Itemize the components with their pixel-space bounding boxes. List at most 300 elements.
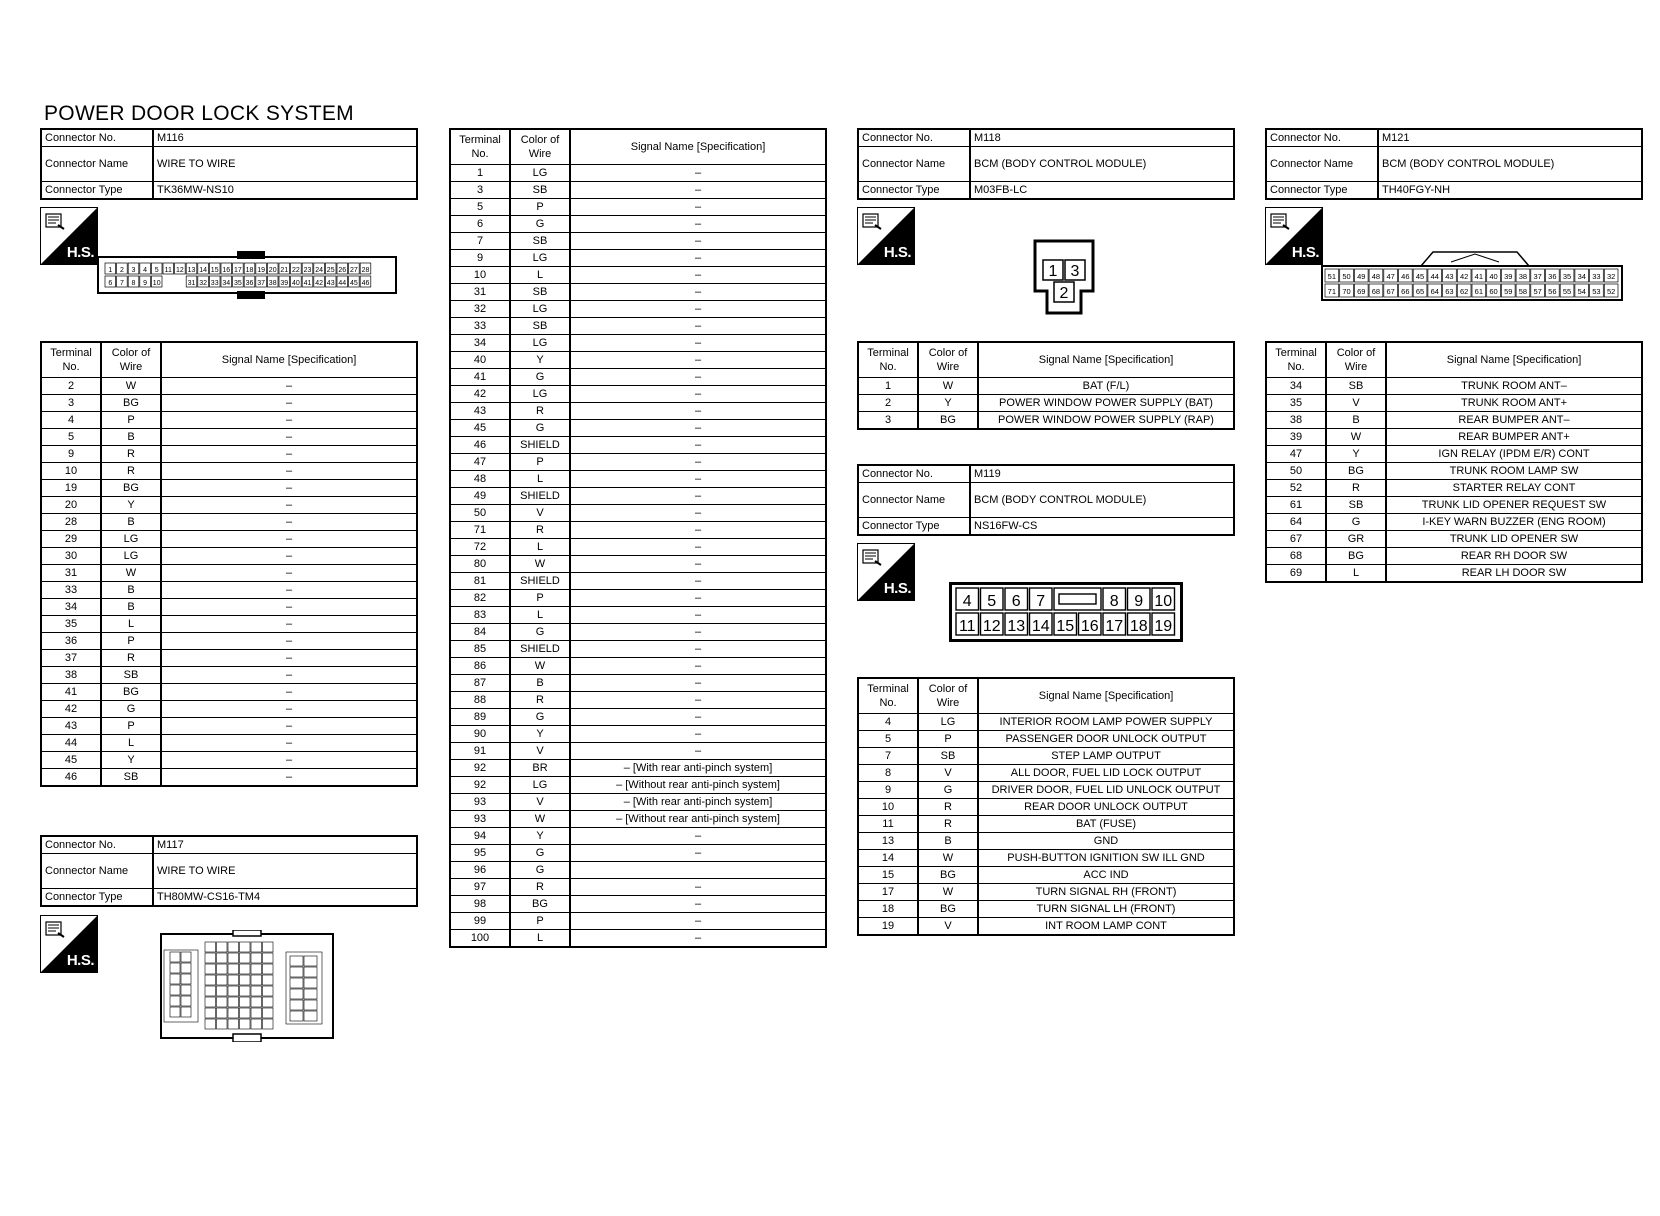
wire-color-cell: B: [1326, 412, 1386, 429]
terminal-no-cell: 9: [41, 446, 101, 463]
table-row: [858, 378, 1234, 395]
terminal-no-cell: 43: [41, 718, 101, 735]
signal-name-cell: –: [570, 165, 826, 182]
signal-name-cell: –: [570, 505, 826, 522]
wire-color-cell: W: [101, 378, 161, 395]
svg-text:46: 46: [1401, 272, 1410, 281]
m116-connector-diagram: [97, 249, 397, 301]
pin-cell: [209, 263, 220, 274]
pin-cell: [1054, 613, 1077, 635]
svg-text:33: 33: [1592, 272, 1601, 281]
signal-name-cell: –: [570, 301, 826, 318]
signal-name-header: Signal Name [Specification]: [1386, 342, 1642, 378]
wire-color-cell: GR: [1326, 531, 1386, 548]
signal-name-cell: –: [570, 930, 826, 948]
m121-connector-name: BCM (BODY CONTROL MODULE): [1378, 147, 1642, 182]
pin-cell: [1079, 613, 1102, 635]
pin-cell: [1501, 284, 1515, 297]
terminal-no-cell: 93: [450, 811, 510, 828]
pin-cell: [256, 263, 267, 274]
terminal-no-cell: 33: [450, 318, 510, 335]
signal-name-cell: –: [570, 216, 826, 233]
svg-text:18: 18: [245, 267, 254, 274]
table-row: [450, 386, 826, 403]
connector-type-label: Connector Type: [1266, 182, 1378, 200]
wire-color-cell: LG: [918, 714, 978, 731]
table-row: [450, 454, 826, 471]
wire-color-cell: G: [510, 369, 570, 386]
svg-text:13: 13: [187, 267, 196, 274]
signal-name-cell: TRUNK ROOM ANT–: [1386, 378, 1642, 395]
table-row: [1266, 548, 1642, 565]
signal-name-cell: –: [161, 395, 417, 412]
svg-text:19: 19: [257, 267, 265, 274]
table-row: [450, 165, 826, 182]
pin-cell: [1325, 269, 1339, 282]
pin-cell: [1354, 269, 1368, 282]
terminal-no-cell: 34: [41, 599, 101, 616]
svg-text:43: 43: [1445, 272, 1454, 281]
svg-text:16: 16: [222, 267, 231, 274]
terminal-no-cell: 61: [1266, 497, 1326, 514]
svg-text:36: 36: [245, 280, 254, 287]
wire-color-cell: G: [510, 845, 570, 862]
connector-no-label: Connector No.: [41, 129, 153, 147]
pin-cell: [244, 276, 255, 287]
wire-color-cell: SB: [510, 284, 570, 301]
table-row: [858, 918, 1234, 936]
pin-cell: [1487, 284, 1501, 297]
pin-cell: [360, 276, 371, 287]
pin-cell: [128, 263, 139, 274]
table-row: [450, 420, 826, 437]
table-row: [41, 395, 417, 412]
table-row: [858, 833, 1234, 850]
svg-text:61: 61: [1474, 287, 1484, 296]
wire-color-cell: G: [510, 216, 570, 233]
svg-text:71: 71: [1327, 287, 1337, 296]
table-row: [450, 250, 826, 267]
pin-cell: [1399, 284, 1413, 297]
table-row: [858, 901, 1234, 918]
table-row: [858, 850, 1234, 867]
pin-cell: [209, 276, 220, 287]
connector-type-label: Connector Type: [41, 889, 153, 907]
signal-name-cell: –: [570, 352, 826, 369]
signal-name-cell: ACC IND: [978, 867, 1234, 884]
signal-name-cell: GND: [978, 833, 1234, 850]
signal-name-cell: –: [161, 769, 417, 787]
signal-name-cell: TRUNK ROOM LAMP SW: [1386, 463, 1642, 480]
terminal-no-cell: 19: [41, 480, 101, 497]
table-row: [858, 816, 1234, 833]
pin-cell: [1384, 269, 1398, 282]
signal-name-cell: PASSENGER DOOR UNLOCK OUTPUT: [978, 731, 1234, 748]
svg-text:25: 25: [326, 267, 335, 274]
table-row: [858, 867, 1234, 884]
connector-no-label: Connector No.: [41, 836, 153, 854]
terminal-no-cell: 36: [41, 633, 101, 650]
signal-name-cell: TRUNK LID OPENER REQUEST SW: [1386, 497, 1642, 514]
wire-color-cell: L: [510, 930, 570, 948]
wire-color-cell: LG: [101, 531, 161, 548]
svg-text:37: 37: [1533, 272, 1542, 281]
table-row: [41, 497, 417, 514]
wire-color-cell: SB: [101, 667, 161, 684]
table-row: [450, 573, 826, 590]
signal-name-cell: –: [161, 480, 417, 497]
table-row: [41, 463, 417, 480]
pin-cell: [956, 613, 979, 635]
pin-cell: [267, 263, 278, 274]
pin-cell: [256, 276, 267, 287]
svg-text:28: 28: [361, 267, 370, 274]
signal-name-cell: –: [570, 709, 826, 726]
table-row: [41, 429, 417, 446]
pin-cell: [244, 263, 255, 274]
table-row: [41, 701, 417, 718]
table-row: [1266, 429, 1642, 446]
pin-cell: [1457, 284, 1471, 297]
table-row: [41, 616, 417, 633]
table-row: [450, 641, 826, 658]
svg-text:3: 3: [131, 267, 136, 274]
table-row: [450, 811, 826, 828]
table-row: [450, 862, 826, 879]
terminal-no-cell: 38: [1266, 412, 1326, 429]
pin-cell: [105, 263, 116, 274]
table-row: [450, 709, 826, 726]
m119-connector-diagram: [949, 582, 1183, 642]
terminal-no-cell: 95: [450, 845, 510, 862]
wire-color-cell: BG: [510, 896, 570, 913]
pin-cell: [279, 263, 290, 274]
signal-name-cell: DRIVER DOOR, FUEL LID UNLOCK OUTPUT: [978, 782, 1234, 799]
m116-connector-type: TK36MW-NS10: [153, 182, 417, 200]
signal-name-cell: –: [161, 497, 417, 514]
terminal-no-cell: 98: [450, 896, 510, 913]
table-row: [41, 480, 417, 497]
svg-text:51: 51: [1327, 272, 1337, 281]
wire-color-cell: W: [510, 811, 570, 828]
m121-connector-diagram: [1321, 250, 1626, 302]
terminal-no-cell: 46: [41, 769, 101, 787]
wire-color-cell: Y: [918, 395, 978, 412]
terminal-no-cell: 46: [450, 437, 510, 454]
svg-text:63: 63: [1445, 287, 1454, 296]
table-row: [41, 735, 417, 752]
svg-text:62: 62: [1459, 287, 1469, 296]
pin-cell: [337, 263, 348, 274]
pin-cell: [279, 276, 290, 287]
terminal-no-cell: 92: [450, 777, 510, 794]
svg-text:7: 7: [1036, 593, 1046, 610]
table-row: [41, 548, 417, 565]
terminal-no-cell: 31: [41, 565, 101, 582]
m121-terminal-table: [1265, 341, 1643, 583]
table-row: [858, 765, 1234, 782]
terminal-no-cell: 8: [858, 765, 918, 782]
signal-name-cell: I-KEY WARN BUZZER (ENG ROOM): [1386, 514, 1642, 531]
svg-text:52: 52: [1606, 287, 1616, 296]
wire-color-cell: G: [918, 782, 978, 799]
m118-connector-no: M118: [970, 129, 1234, 147]
wire-color-cell: R: [918, 799, 978, 816]
wire-color-cell: R: [510, 692, 570, 709]
wire-color-cell: BG: [918, 412, 978, 430]
wire-color-cell: BG: [1326, 463, 1386, 480]
pin-cell: [1516, 284, 1530, 297]
signal-name-cell: –: [570, 658, 826, 675]
m119-terminal-table: [857, 677, 1235, 936]
m117-connector-type: TH80MW-CS16-TM4: [153, 889, 417, 907]
pin-cell: [1428, 284, 1442, 297]
svg-text:45: 45: [1415, 272, 1425, 281]
table-row: [450, 624, 826, 641]
svg-text:11: 11: [164, 267, 172, 274]
pin-cell: [1384, 284, 1398, 297]
signal-name-cell: – [With rear anti-pinch system]: [570, 794, 826, 811]
table-row: [450, 335, 826, 352]
connector-no-label: Connector No.: [858, 129, 970, 147]
terminal-no-cell: 84: [450, 624, 510, 641]
pin-cell: [140, 276, 151, 287]
svg-text:35: 35: [234, 280, 242, 287]
wire-color-cell: L: [510, 539, 570, 556]
svg-text:47: 47: [1386, 272, 1395, 281]
pin-cell: [151, 276, 162, 287]
svg-text:38: 38: [268, 280, 277, 287]
signal-name-cell: –: [570, 454, 826, 471]
svg-text:41: 41: [303, 280, 312, 287]
table-row: [450, 522, 826, 539]
terminal-no-header: Terminal No.: [450, 129, 510, 165]
harness-side-icon: H.S.: [40, 915, 98, 973]
pin-cell: [151, 263, 162, 274]
connector-type-label: Connector Type: [858, 518, 970, 536]
terminal-no-header: Terminal No.: [858, 678, 918, 714]
table-row: [41, 752, 417, 769]
wire-color-cell: B: [918, 833, 978, 850]
pin-cell: [1590, 284, 1604, 297]
svg-text:66: 66: [1401, 287, 1410, 296]
terminal-no-cell: 5: [450, 199, 510, 216]
table-row: [1266, 514, 1642, 531]
table-row: [450, 692, 826, 709]
m116-connector-no: M116: [153, 129, 417, 147]
pin-cell: [1340, 284, 1354, 297]
signal-name-cell: REAR BUMPER ANT–: [1386, 412, 1642, 429]
pin-cell: [302, 263, 313, 274]
signal-name-cell: PUSH-BUTTON IGNITION SW ILL GND: [978, 850, 1234, 867]
wire-color-cell: G: [510, 624, 570, 641]
wire-color-cell: V: [510, 743, 570, 760]
wire-color-cell: BG: [918, 901, 978, 918]
signal-name-cell: –: [570, 522, 826, 539]
pin-label: 1: [1048, 263, 1058, 280]
wire-color-cell: L: [101, 616, 161, 633]
table-row: [41, 633, 417, 650]
terminal-no-cell: 3: [858, 412, 918, 430]
wire-color-cell: Y: [510, 828, 570, 845]
color-of-wire-header: Color of Wire: [918, 342, 978, 378]
wire-color-cell: W: [510, 556, 570, 573]
terminal-no-cell: 35: [1266, 395, 1326, 412]
connector-type-label: Connector Type: [858, 182, 970, 200]
table-row: [858, 731, 1234, 748]
terminal-no-cell: 83: [450, 607, 510, 624]
terminal-no-cell: 7: [858, 748, 918, 765]
terminal-no-cell: 85: [450, 641, 510, 658]
svg-text:27: 27: [350, 267, 358, 274]
terminal-no-cell: 9: [450, 250, 510, 267]
pin-cell: [1546, 269, 1560, 282]
svg-text:34: 34: [1577, 272, 1586, 281]
wire-color-cell: LG: [510, 777, 570, 794]
svg-text:39: 39: [1504, 272, 1513, 281]
m118-terminal-table: [857, 341, 1235, 430]
svg-text:64: 64: [1430, 287, 1439, 296]
table-row: [41, 599, 417, 616]
terminal-no-cell: 39: [1266, 429, 1326, 446]
terminal-no-cell: 43: [450, 403, 510, 420]
wire-color-cell: LG: [510, 250, 570, 267]
wire-color-cell: L: [1326, 565, 1386, 583]
svg-text:58: 58: [1518, 287, 1528, 296]
svg-text:46: 46: [361, 280, 370, 287]
wire-color-cell: Y: [101, 752, 161, 769]
m117-connector-no: M117: [153, 836, 417, 854]
signal-name-cell: –: [570, 318, 826, 335]
table-row: [450, 233, 826, 250]
pin-cell: [1428, 269, 1442, 282]
terminal-no-cell: 2: [858, 395, 918, 412]
wire-color-cell: G: [510, 420, 570, 437]
terminal-no-cell: 5: [41, 429, 101, 446]
table-row: [41, 531, 417, 548]
signal-name-cell: –: [161, 735, 417, 752]
table-row: [450, 675, 826, 692]
table-row: [1266, 497, 1642, 514]
terminal-no-cell: 6: [450, 216, 510, 233]
terminal-no-cell: 81: [450, 573, 510, 590]
signal-name-cell: –: [161, 650, 417, 667]
wire-color-cell: P: [510, 590, 570, 607]
pin-cell: [314, 263, 325, 274]
svg-text:57: 57: [1533, 287, 1542, 296]
terminal-no-cell: 64: [1266, 514, 1326, 531]
terminal-no-cell: 34: [450, 335, 510, 352]
table-row: [450, 879, 826, 896]
signal-name-cell: REAR RH DOOR SW: [1386, 548, 1642, 565]
table-row: [450, 726, 826, 743]
signal-name-cell: POWER WINDOW POWER SUPPLY (BAT): [978, 395, 1234, 412]
signal-name-cell: –: [570, 182, 826, 199]
wire-color-cell: B: [101, 599, 161, 616]
wire-color-cell: L: [510, 607, 570, 624]
terminal-no-cell: 94: [450, 828, 510, 845]
pin-cell: [1531, 269, 1545, 282]
signal-name-cell: –: [570, 250, 826, 267]
signal-name-cell: – [Without rear anti-pinch system]: [570, 811, 826, 828]
page-title: POWER DOOR LOCK SYSTEM: [44, 102, 354, 125]
table-row: [41, 412, 417, 429]
signal-name-cell: –: [161, 718, 417, 735]
wire-color-cell: BG: [101, 480, 161, 497]
harness-side-icon: H.S.: [40, 207, 98, 265]
signal-name-header: Signal Name [Specification]: [978, 678, 1234, 714]
terminal-no-cell: 50: [450, 505, 510, 522]
svg-text:12: 12: [176, 267, 184, 274]
pin-cell: [1005, 613, 1028, 635]
signal-name-header: Signal Name [Specification]: [570, 129, 826, 165]
harness-side-icon: H.S.: [857, 207, 915, 265]
terminal-no-cell: 97: [450, 879, 510, 896]
wire-color-cell: P: [510, 199, 570, 216]
svg-text:44: 44: [338, 280, 347, 287]
wire-color-cell: L: [101, 735, 161, 752]
m121-connector-svg: [1321, 250, 1626, 302]
wire-color-cell: R: [101, 650, 161, 667]
wire-color-cell: LG: [510, 335, 570, 352]
signal-name-cell: –: [570, 624, 826, 641]
terminal-no-cell: 38: [41, 667, 101, 684]
terminal-no-cell: 9: [858, 782, 918, 799]
wire-color-cell: V: [918, 918, 978, 936]
table-row: [450, 369, 826, 386]
wire-color-cell: P: [101, 633, 161, 650]
svg-text:41: 41: [1474, 272, 1484, 281]
table-row: [41, 769, 417, 787]
pin-cell: [1575, 284, 1589, 297]
svg-text:4: 4: [143, 267, 148, 274]
signal-name-cell: –: [161, 633, 417, 650]
svg-text:2: 2: [119, 267, 124, 274]
wire-color-cell: Y: [1326, 446, 1386, 463]
svg-text:40: 40: [292, 280, 300, 287]
table-row: [1266, 412, 1642, 429]
terminal-no-cell: 69: [1266, 565, 1326, 583]
pin-cell: [981, 588, 1004, 610]
signal-name-cell: REAR BUMPER ANT+: [1386, 429, 1642, 446]
table-row: [1266, 446, 1642, 463]
pin-cell: [1413, 284, 1427, 297]
svg-text:67: 67: [1386, 287, 1395, 296]
wire-color-cell: SHIELD: [510, 437, 570, 454]
svg-text:59: 59: [1504, 287, 1513, 296]
table-row: [450, 743, 826, 760]
terminal-no-cell: 37: [41, 650, 101, 667]
svg-text:53: 53: [1592, 287, 1601, 296]
wire-color-cell: BG: [101, 395, 161, 412]
terminal-no-cell: 96: [450, 862, 510, 879]
table-row: [450, 930, 826, 948]
svg-text:54: 54: [1577, 287, 1586, 296]
wire-color-cell: V: [510, 505, 570, 522]
wire-color-cell: SB: [510, 233, 570, 250]
pin-cell: [291, 263, 302, 274]
terminal-no-cell: 71: [450, 522, 510, 539]
svg-text:23: 23: [303, 267, 312, 274]
terminal-no-cell: 42: [450, 386, 510, 403]
table-row: [1266, 378, 1642, 395]
table-row: [450, 471, 826, 488]
pin-cell: [175, 263, 186, 274]
wire-color-cell: SB: [918, 748, 978, 765]
m117-connector-diagram: [160, 930, 334, 1042]
svg-text:55: 55: [1562, 287, 1572, 296]
table-row: [450, 539, 826, 556]
